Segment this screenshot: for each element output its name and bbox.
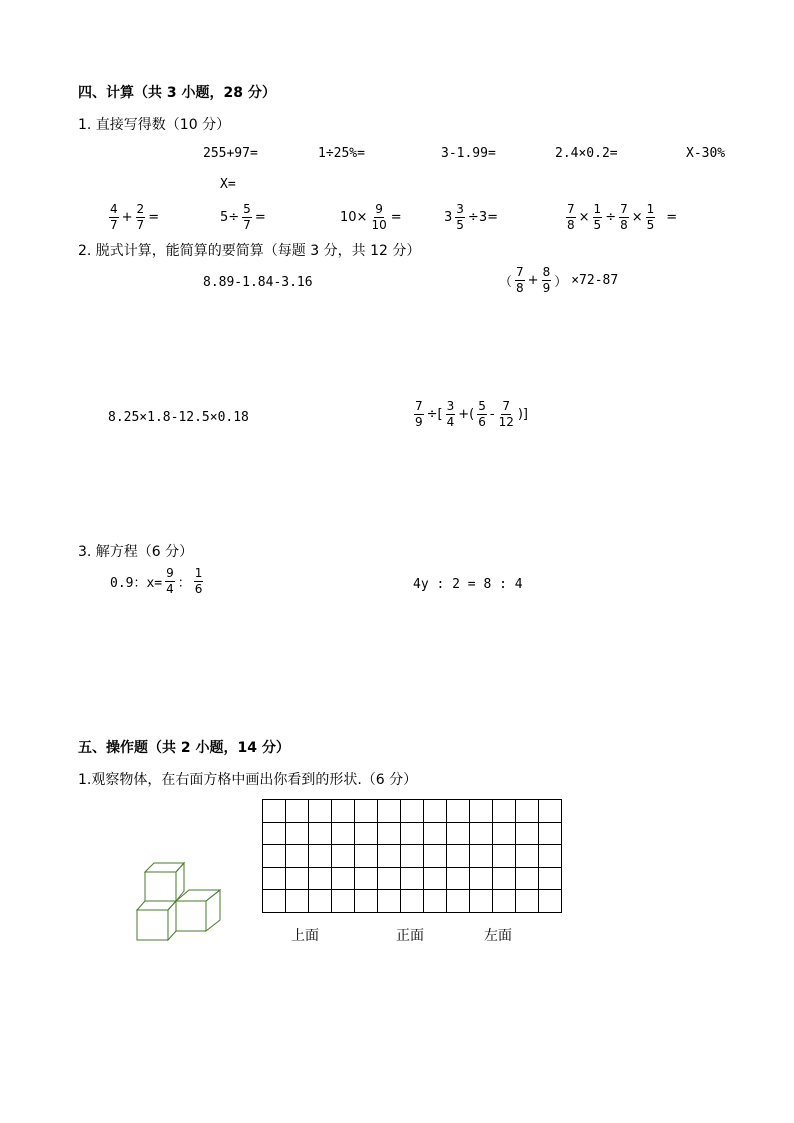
grid-cell[interactable] (424, 823, 447, 846)
grid-cell[interactable] (286, 823, 309, 846)
grid-cell[interactable] (493, 868, 516, 891)
fraction: $\frac{5}{6}$ (478, 399, 486, 429)
fraction: $\frac{7}{12}$ (498, 399, 514, 429)
grid-cell[interactable] (516, 800, 539, 823)
grid-cell[interactable] (332, 890, 355, 913)
cubes-illustration (134, 858, 229, 943)
grid-cell[interactable] (424, 890, 447, 913)
cube-face (137, 910, 168, 940)
view-label-front: 正面 (396, 928, 424, 944)
view-label-left: 左面 (484, 928, 512, 944)
grid-cell[interactable] (493, 800, 516, 823)
fraction: $\frac{7}{8}$ (567, 202, 575, 232)
grid-cell[interactable] (309, 845, 332, 868)
grid-cell[interactable] (539, 845, 562, 868)
grid-cell[interactable] (355, 868, 378, 891)
section4-heading: 四、计算（共 3 小题，28 分） (78, 85, 276, 101)
fraction-expression: $\frac{7}{8}$ × $\frac{1}{5}$ ÷ $\frac{7}{8}$ × $\frac{1}{5}$ = (567, 202, 678, 232)
equation: 0.9：x= $\frac{9}{4}$ ： $\frac{1}{6}$ (110, 566, 203, 596)
grid-cell[interactable] (263, 800, 286, 823)
grid-cell[interactable] (447, 845, 470, 868)
fraction: $\frac{7}{9}$ (415, 399, 423, 429)
fraction-expression: 5÷ $\frac{5}{7}$ = (220, 202, 266, 232)
equation: 4y : 2 = 8 : 4 (413, 577, 523, 592)
calc-item: 255+97= (203, 146, 258, 161)
section5-q1-title: 1.观察物体，在右面方格中画出你看到的形状.（6 分） (78, 772, 418, 788)
grid-cell[interactable] (470, 845, 493, 868)
fraction: $\frac{9}{4}$ (166, 566, 174, 596)
grid-cell[interactable] (309, 823, 332, 846)
fraction: $\frac{9}{10}$ (371, 202, 387, 232)
grid-cell[interactable] (516, 845, 539, 868)
cube-face (137, 901, 176, 910)
grid-cell[interactable] (263, 868, 286, 891)
fraction: $\frac{4}{7}$ (110, 202, 118, 232)
grid-cell[interactable] (470, 823, 493, 846)
cube-face (168, 901, 176, 940)
grid-cell[interactable] (424, 845, 447, 868)
grid-cell[interactable] (401, 890, 424, 913)
grid-cell[interactable] (447, 890, 470, 913)
grid-cell[interactable] (355, 823, 378, 846)
grid-cell[interactable] (401, 823, 424, 846)
grid-cell[interactable] (378, 823, 401, 846)
cube-face (206, 890, 220, 931)
fraction-expression: （ $\frac{7}{8}$ + $\frac{8}{9}$ ） ×72-87 (499, 265, 619, 295)
grid-cell[interactable] (447, 868, 470, 891)
drawing-grid[interactable] (262, 799, 562, 913)
cube-face (176, 901, 206, 931)
calc-item: 3-1.99= (441, 146, 496, 161)
fraction: $\frac{3}{5}$ (456, 202, 464, 232)
section5-heading: 五、操作题（共 2 小题，14 分） (78, 740, 290, 756)
grid-cell[interactable] (286, 800, 309, 823)
grid-cell[interactable] (493, 823, 516, 846)
grid-cell[interactable] (447, 800, 470, 823)
fraction: $\frac{3}{4}$ (446, 399, 455, 429)
q1-title: 1. 直接写得数（10 分） (78, 117, 231, 133)
grid-cell[interactable] (493, 890, 516, 913)
grid-cell[interactable] (401, 845, 424, 868)
grid-cell[interactable] (332, 800, 355, 823)
grid-cell[interactable] (378, 868, 401, 891)
cube-face (145, 863, 184, 872)
grid-cell[interactable] (470, 868, 493, 891)
grid-cell[interactable] (424, 800, 447, 823)
grid-cell[interactable] (539, 868, 562, 891)
grid-cell[interactable] (286, 868, 309, 891)
grid-cell[interactable] (332, 868, 355, 891)
grid-cell[interactable] (263, 823, 286, 846)
calc-item: 8.89-1.84-3.16 (203, 275, 313, 290)
grid-cell[interactable] (516, 890, 539, 913)
grid-cell[interactable] (539, 800, 562, 823)
grid-cell[interactable] (309, 800, 332, 823)
grid-cell[interactable] (332, 845, 355, 868)
grid-cell[interactable] (516, 868, 539, 891)
grid-cell[interactable] (493, 845, 516, 868)
fraction: $\frac{7}{8}$ (516, 265, 524, 295)
grid-cell[interactable] (378, 890, 401, 913)
fraction-expression: $\frac{4}{7}$ + $\frac{2}{7}$ = (110, 202, 160, 232)
grid-cell[interactable] (470, 890, 493, 913)
fraction-expression: 10× $\frac{9}{10}$ = (340, 202, 402, 232)
grid-cell[interactable] (539, 823, 562, 846)
cube-face (145, 872, 176, 901)
fraction: $\frac{8}{9}$ (542, 265, 551, 295)
grid-cell[interactable] (401, 800, 424, 823)
grid-cell[interactable] (263, 845, 286, 868)
calc-item: 8.25×1.8-12.5×0.18 (108, 410, 249, 425)
fraction-expression: 3 $\frac{3}{5}$ ÷3= (444, 202, 498, 232)
grid-cell[interactable] (516, 823, 539, 846)
grid-cell[interactable] (286, 890, 309, 913)
grid-cell[interactable] (355, 890, 378, 913)
calc-item: 1÷25%= (318, 146, 365, 161)
fraction: $\frac{1}{5}$ (593, 202, 602, 232)
grid-cell[interactable] (286, 845, 309, 868)
calc-item: X-30% (686, 146, 726, 161)
fraction: $\frac{1}{6}$ (194, 566, 203, 596)
grid-cell[interactable] (355, 800, 378, 823)
grid-cell[interactable] (378, 800, 401, 823)
grid-cell[interactable] (332, 823, 355, 846)
grid-cell[interactable] (447, 823, 470, 846)
grid-cell[interactable] (470, 800, 493, 823)
view-label-top: 上面 (291, 928, 319, 944)
grid-cell[interactable] (424, 868, 447, 891)
q3-title: 3. 解方程（6 分） (78, 544, 194, 560)
fraction: $\frac{7}{8}$ (620, 202, 628, 232)
fraction: $\frac{5}{7}$ (243, 202, 251, 232)
grid-cell[interactable] (263, 890, 286, 913)
fraction: $\frac{2}{7}$ (136, 202, 145, 232)
grid-cell[interactable] (401, 868, 424, 891)
calc-item: X= (220, 177, 236, 192)
grid-cell[interactable] (355, 845, 378, 868)
fraction-expression: $\frac{7}{9}$ ÷[ $\frac{3}{4}$ +( $\frac{5}{6}$ - $\frac{7}{12}$ )] (415, 399, 528, 429)
fraction: $\frac{1}{5}$ (646, 202, 655, 232)
grid-cell[interactable] (309, 890, 332, 913)
calc-item: 2.4×0.2= (555, 146, 618, 161)
grid-cell[interactable] (309, 868, 332, 891)
grid-cell[interactable] (378, 845, 401, 868)
grid-cell[interactable] (539, 890, 562, 913)
q2-title: 2. 脱式计算，能简算的要简算（每题 3 分，共 12 分） (78, 243, 421, 259)
